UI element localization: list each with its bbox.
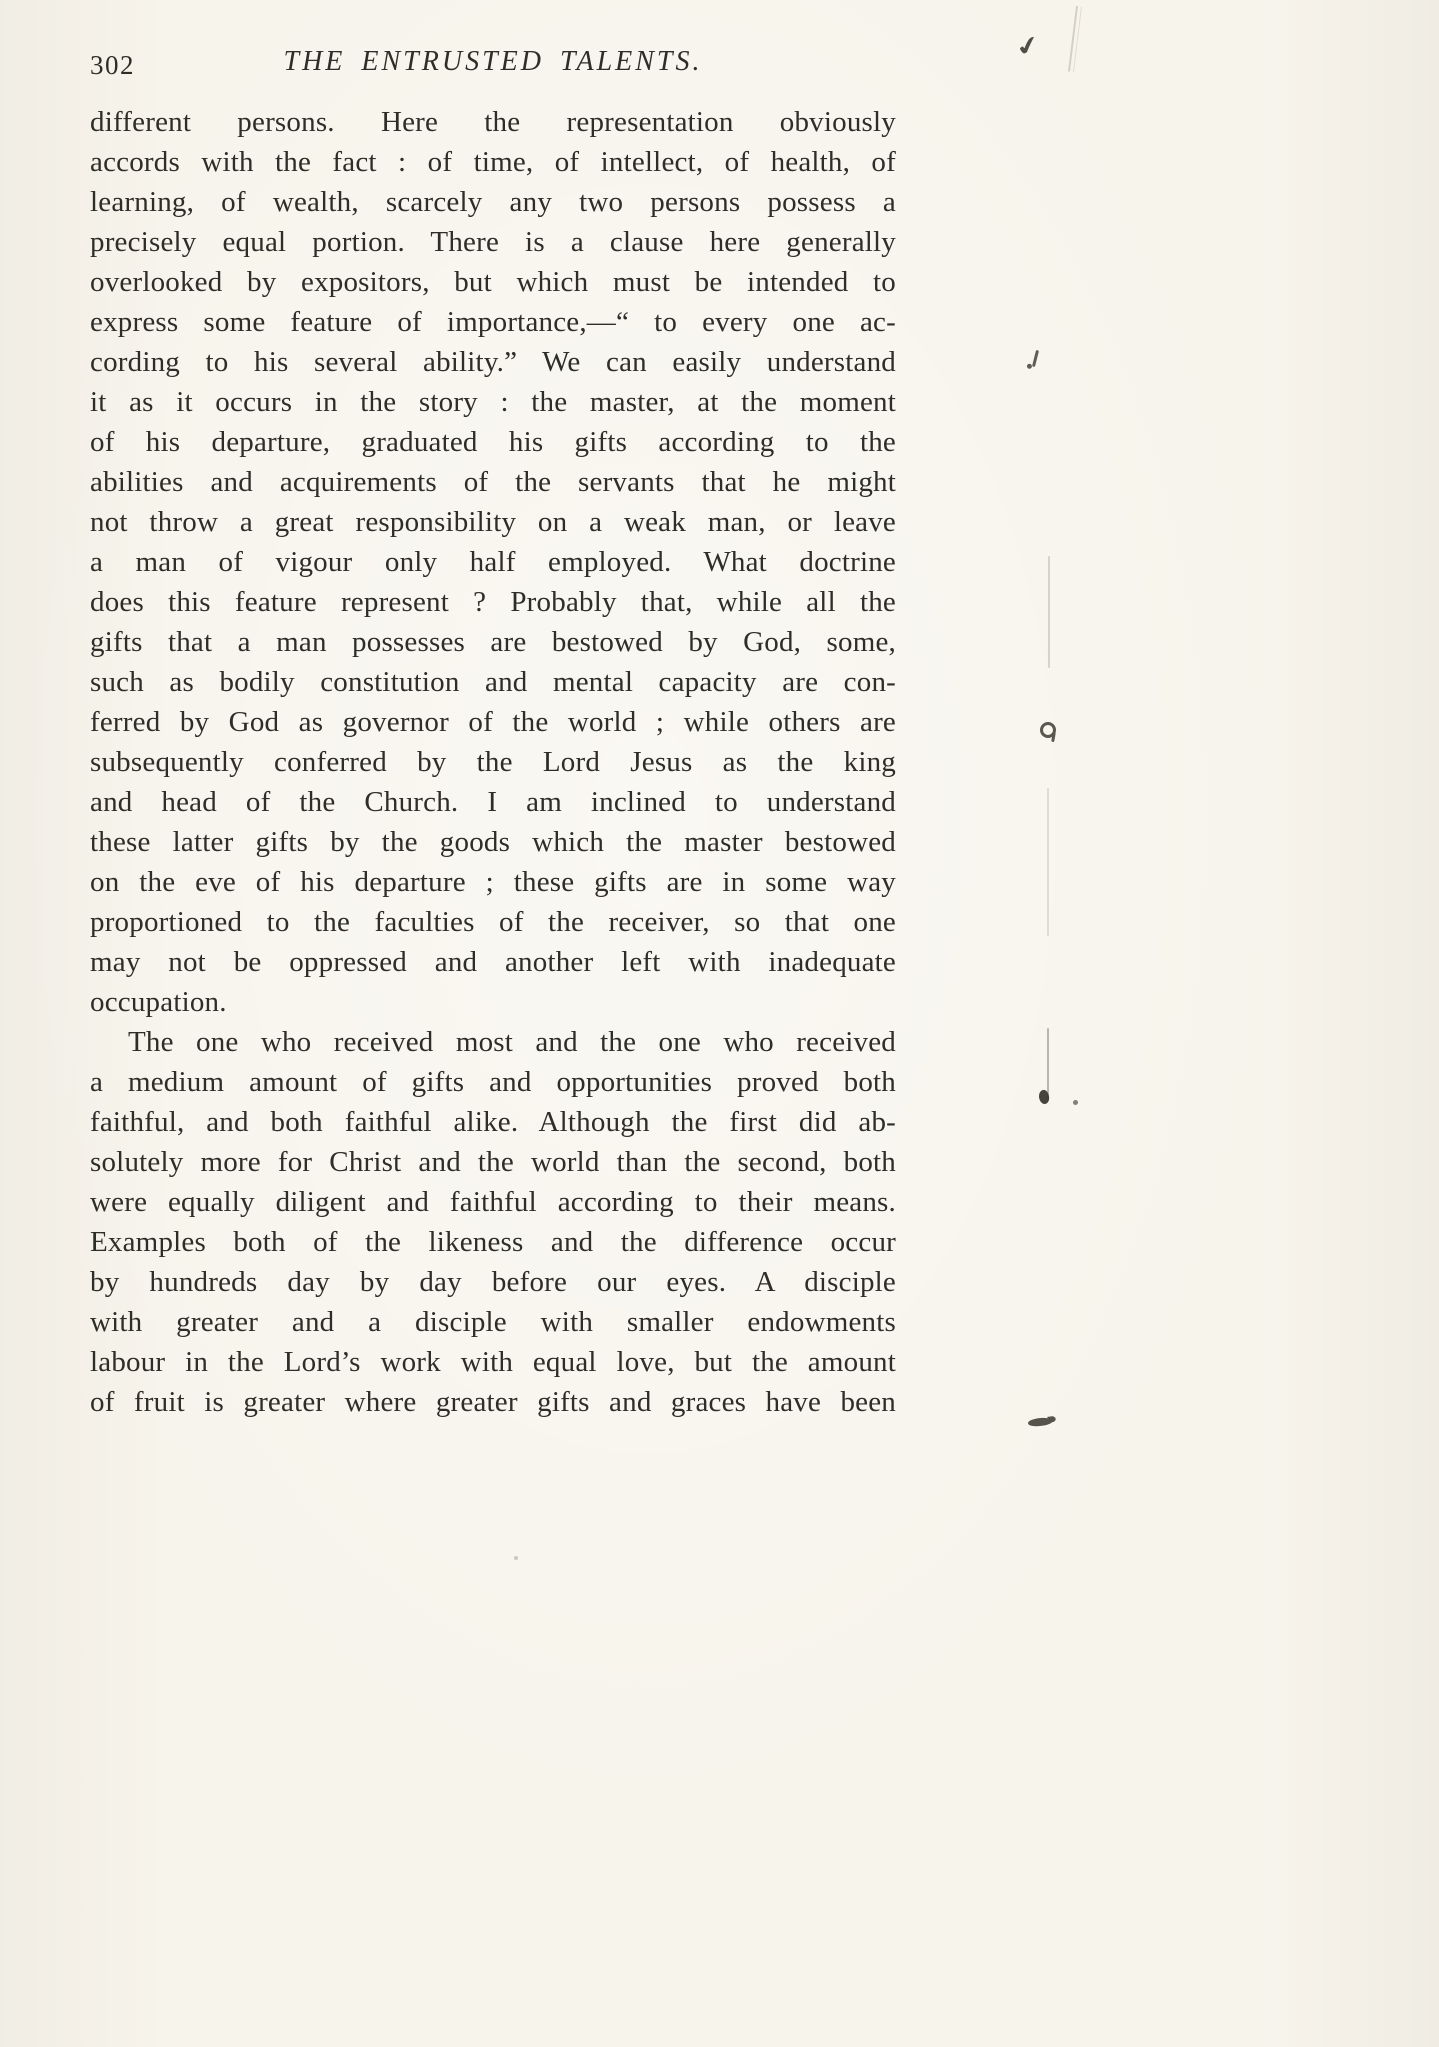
text-line: ferred by God as governor of the world ; while others are: [90, 706, 896, 738]
ink-hook-mark-icon: [1032, 350, 1039, 367]
page-header: [90, 46, 896, 86]
scan-vertical-streak: [1048, 556, 1050, 668]
text-line: cording to his several ability.” We can easily understand: [90, 346, 896, 378]
page-body: [90, 102, 896, 1422]
text-line: proportioned to the faculties of the receiver, so that one: [90, 906, 896, 938]
paragraph: [90, 102, 896, 1022]
text-line: a medium amount of gifts and opportunities proved both: [90, 1066, 896, 1098]
text-line: of his departure, graduated his gifts according to the: [90, 426, 896, 458]
text-line: learning, of wealth, scarcely any two persons possess a: [90, 186, 896, 218]
text-line: subsequently conferred by the Lord Jesus as the king: [90, 746, 896, 778]
text-line: solutely more for Christ and the world than the second, both: [90, 1146, 896, 1178]
ink-speck: [514, 1556, 518, 1560]
text-line: with greater and a disciple with smaller endowments: [90, 1306, 896, 1338]
text-line: may not be oppressed and another left with inadequate: [90, 946, 896, 978]
running-title: THE ENTRUSTED TALENTS.: [283, 46, 703, 77]
text-line: express some feature of importance,—“ to every one ac-: [90, 306, 896, 338]
text-line: precisely equal portion. There is a clause here generally: [90, 226, 896, 258]
text-line: it as it occurs in the story : the master, at the moment: [90, 386, 896, 418]
text-line: by hundreds day by day before our eyes. A disciple: [90, 1266, 896, 1298]
text-line: different persons. Here the representation obviously: [90, 106, 896, 138]
text-line: faithful, and both faithful alike. Although the first did ab-: [90, 1106, 896, 1138]
text-line: and head of the Church. I am inclined to understand: [90, 786, 896, 818]
text-line: were equally diligent and faithful according to their means.: [90, 1186, 896, 1218]
text-line: overlooked by expositors, but which must be intended to: [90, 266, 896, 298]
text-line: Examples both of the likeness and the difference occur: [90, 1226, 896, 1258]
paragraph: [90, 1022, 896, 1422]
text-line: such as bodily constitution and mental capacity are con-: [90, 666, 896, 698]
text-line: The one who received most and the one who received: [128, 1026, 896, 1058]
text-line: gifts that a man possesses are bestowed by God, some,: [90, 626, 896, 658]
text-line: occupation.: [90, 986, 227, 1018]
text-line: of fruit is greater where greater gifts and graces have been: [90, 1386, 896, 1418]
scan-vertical-streak: [1047, 788, 1049, 936]
text-line: on the eve of his departure ; these gifts are in some way: [90, 866, 896, 898]
text-line: not throw a great responsibility on a weak man, or leave: [90, 506, 896, 538]
ink-loop-mark-icon: [1040, 722, 1056, 738]
ink-check-mark-icon: [1013, 29, 1044, 64]
ink-stroke-mark-icon: [1047, 1028, 1049, 1100]
page-number: 302: [90, 50, 135, 80]
text-line: labour in the Lord’s work with equal love, but the amount: [90, 1346, 896, 1378]
scan-edge-lines: [1068, 6, 1082, 72]
text-line: abilities and acquirements of the servants that he might: [90, 466, 896, 498]
text-line: these latter gifts by the goods which the master bestowed: [90, 826, 896, 858]
text-line: accords with the fact : of time, of intellect, of health, of: [90, 146, 896, 178]
text-line: a man of vigour only half employed. What doctrine: [90, 546, 896, 578]
text-line: does this feature represent ? Probably that, while all the: [90, 586, 896, 618]
ink-squiggle-mark-icon: [1028, 1416, 1053, 1427]
